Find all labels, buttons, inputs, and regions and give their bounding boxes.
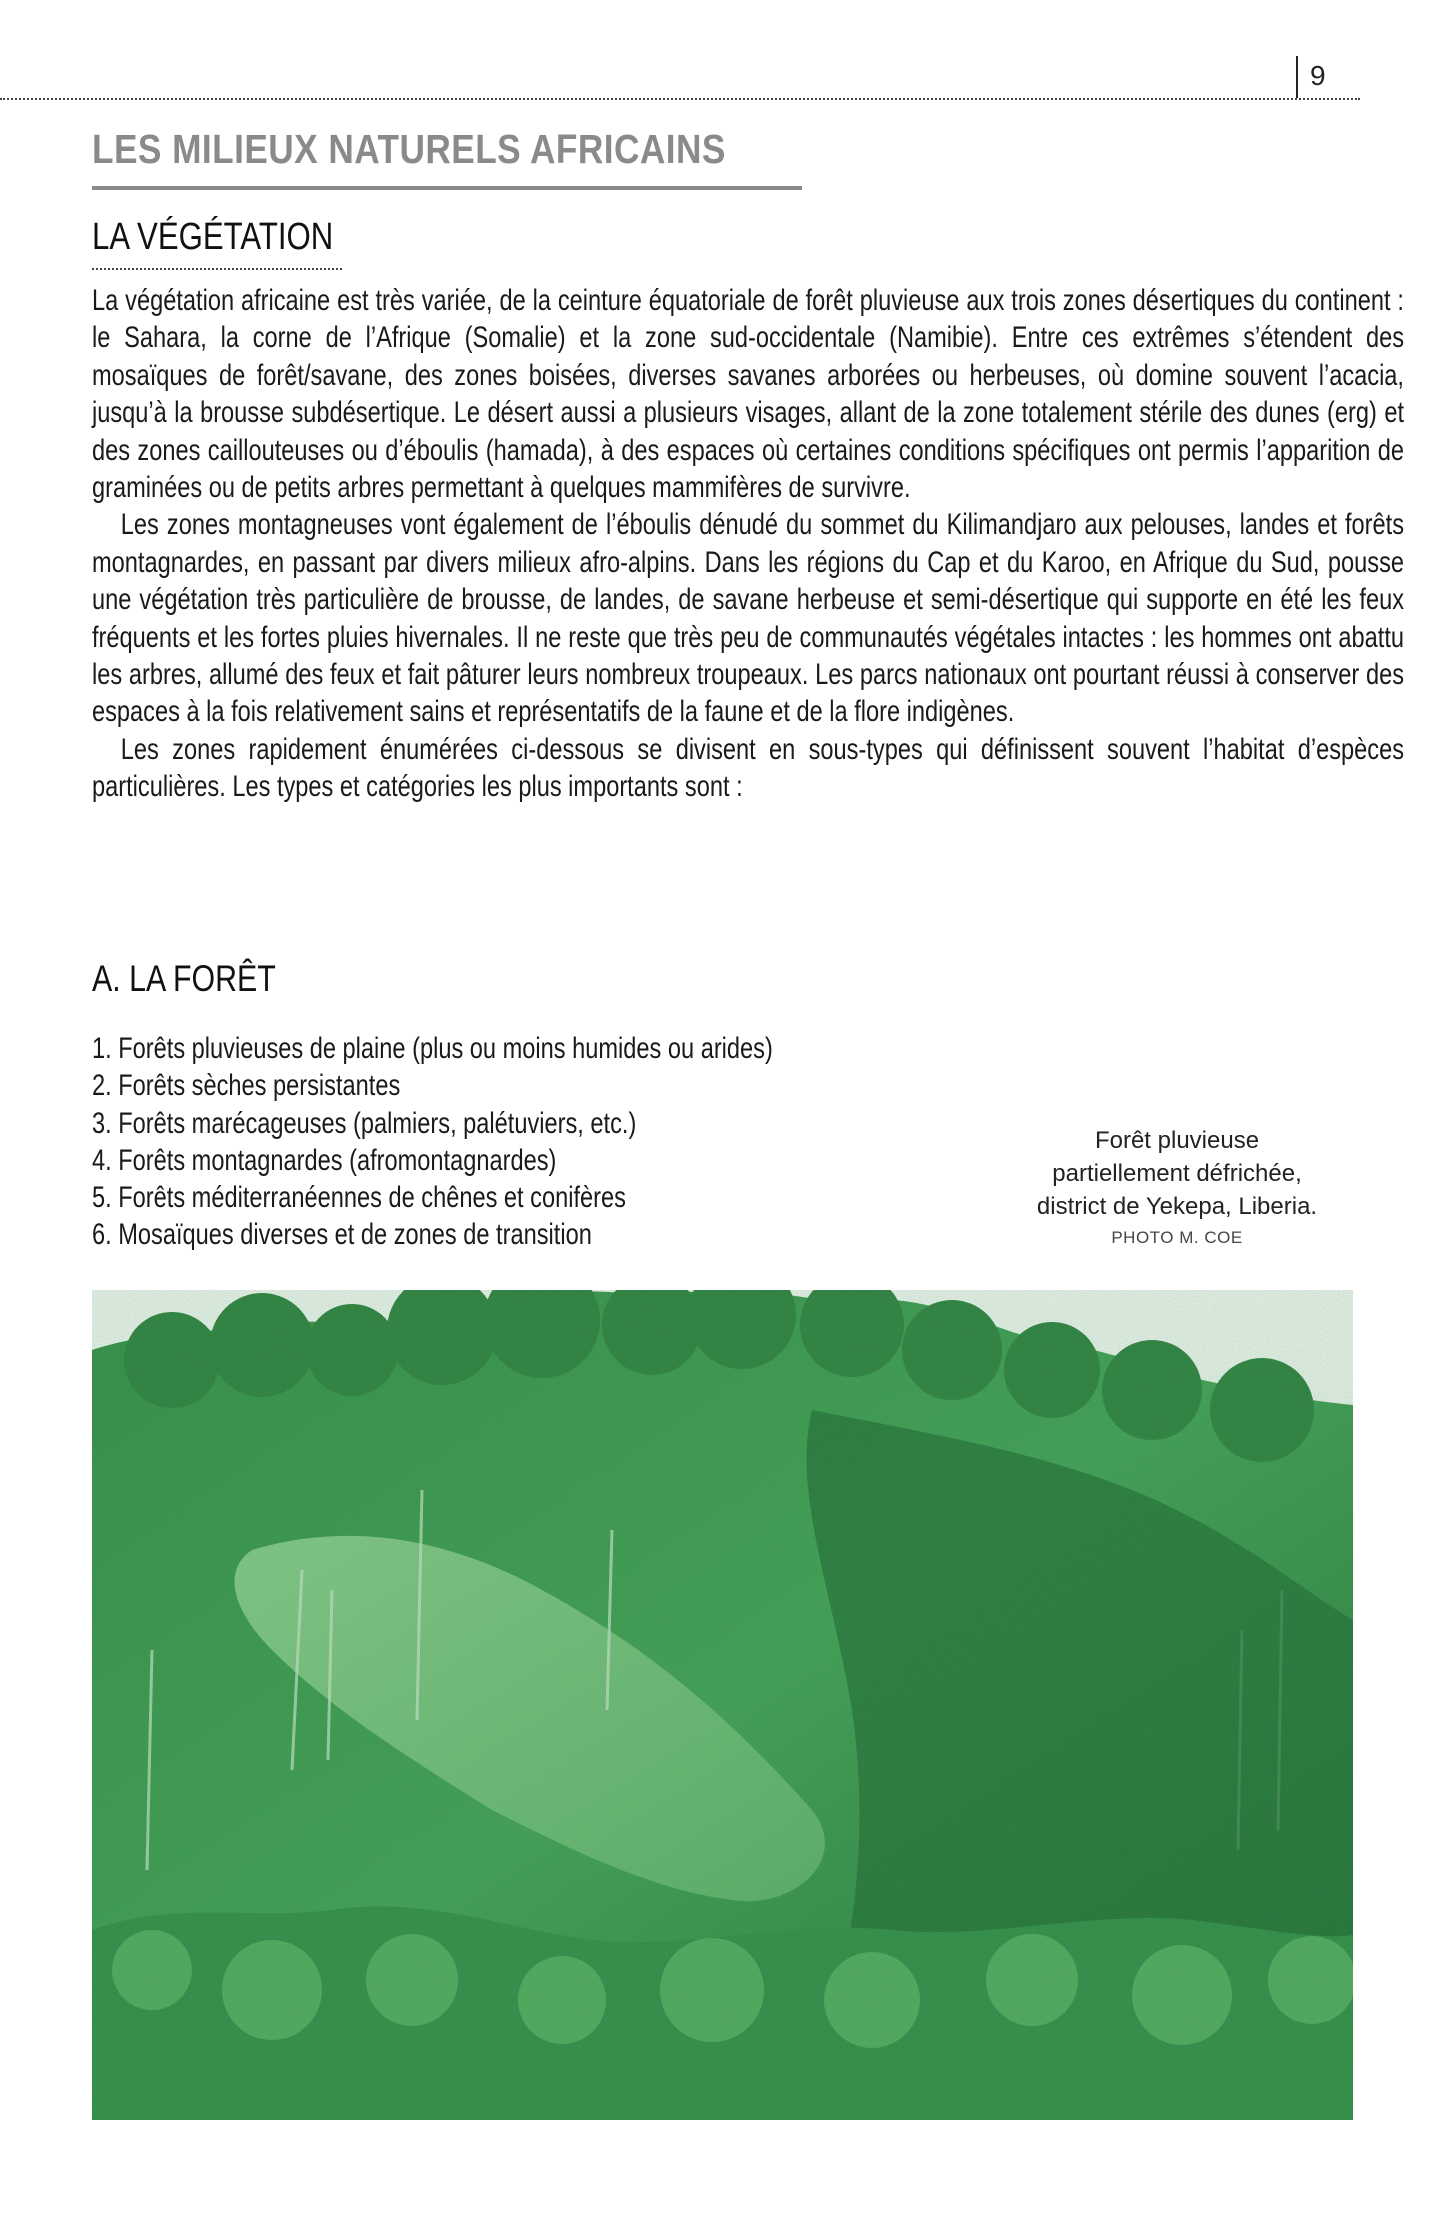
- subsection-title-underline: [92, 268, 342, 270]
- caption-line: Forêt pluvieuse: [1094, 1127, 1260, 1154]
- paragraph: Les zones rapidement énumérées ci-dessous se divisent en sous-types qui définissent souvent l’habitat d’espèces particulières. Les types et catégories les plus importants sont :: [92, 732, 1404, 804]
- list-item: 1. Forêts pluvieuses de plaine (plus ou moins humides ou arides): [92, 1032, 773, 1065]
- caption-line: partiellement défrichée,: [1052, 1160, 1302, 1187]
- body-text: [92, 282, 1404, 806]
- header-rule: [0, 98, 1360, 100]
- section-title: LES MILIEUX NATURELS AFRICAINS: [92, 126, 726, 172]
- list-item: 2. Forêts sèches persistantes: [92, 1069, 401, 1103]
- page-number-bar: [1296, 56, 1298, 98]
- list-item: 6. Mosaïques diverses et de zones de transition: [92, 1218, 592, 1252]
- caption-line: district de Yekepa, Liberia.: [1036, 1193, 1318, 1220]
- forest-photo: [92, 1290, 1353, 2120]
- forest-type-list: [92, 1030, 773, 1254]
- list-item: 5. Forêts méditerranéennes de chênes et conifères: [92, 1181, 626, 1215]
- forest-photo-illustration: [92, 1290, 1353, 2120]
- photo-credit: PHOTO M. COE: [1111, 1228, 1243, 1247]
- forest-section-title: A. LA FORÊT: [92, 958, 276, 999]
- photo-caption: [1012, 1124, 1342, 1253]
- list-item: 3. Forêts marécageuses (palmiers, palétuviers, etc.): [92, 1106, 637, 1140]
- paragraph: Les zones montagneuses vont également de l’éboulis dénudé du sommet du Kilimandjaro aux pelouses, landes et forêts montagnardes, en passant par divers milieux afro-alpins. Dans les régions du Cap et du Karoo, en Afrique du Sud, pousse une végétation très particulière de brousse, de landes, de savane herbeuse et semi-désertique qui supporte en été les feux fréquents et les fortes pluies hivernales. Il ne reste que très peu de communautés végétales intactes : les hommes ont abattu les arbres, allumé des feux et fait pâturer leurs nombreux troupeaux. Les parcs nationaux ont pourtant réussi à conserver des espaces à la fois relativement sains et représentatifs de la faune et de la flore indigènes.: [92, 508, 1404, 729]
- page-number: 9: [1310, 60, 1326, 91]
- list-item: 4. Forêts montagnardes (afromontagnardes): [92, 1143, 557, 1177]
- subsection-title: LA VÉGÉTATION: [92, 216, 334, 258]
- section-title-underline: [92, 186, 802, 190]
- paragraph: La végétation africaine est très variée, de la ceinture équatoriale de forêt pluvieuse aux trois zones désertiques du continent : le Sahara, la corne de l’Afrique (Somalie) et la zone sud-occidentale (Namibie). Entre ces extrêmes s’étendent des mosaïques de forêt/savane, des zones boisées, diverses savanes arborées ou herbeuses, où domine souvent l’acacia, jusqu’à la brousse subdésertique. Le désert aussi a plusieurs visages, allant de la zone totalement stérile des dunes (erg) et des zones caillouteuses ou d’éboulis (hamada), à des espaces où certaines conditions spécifiques ont permis l’apparition de graminées ou de petits arbres permettant à quelques mammifères de survivre.: [92, 284, 1404, 505]
